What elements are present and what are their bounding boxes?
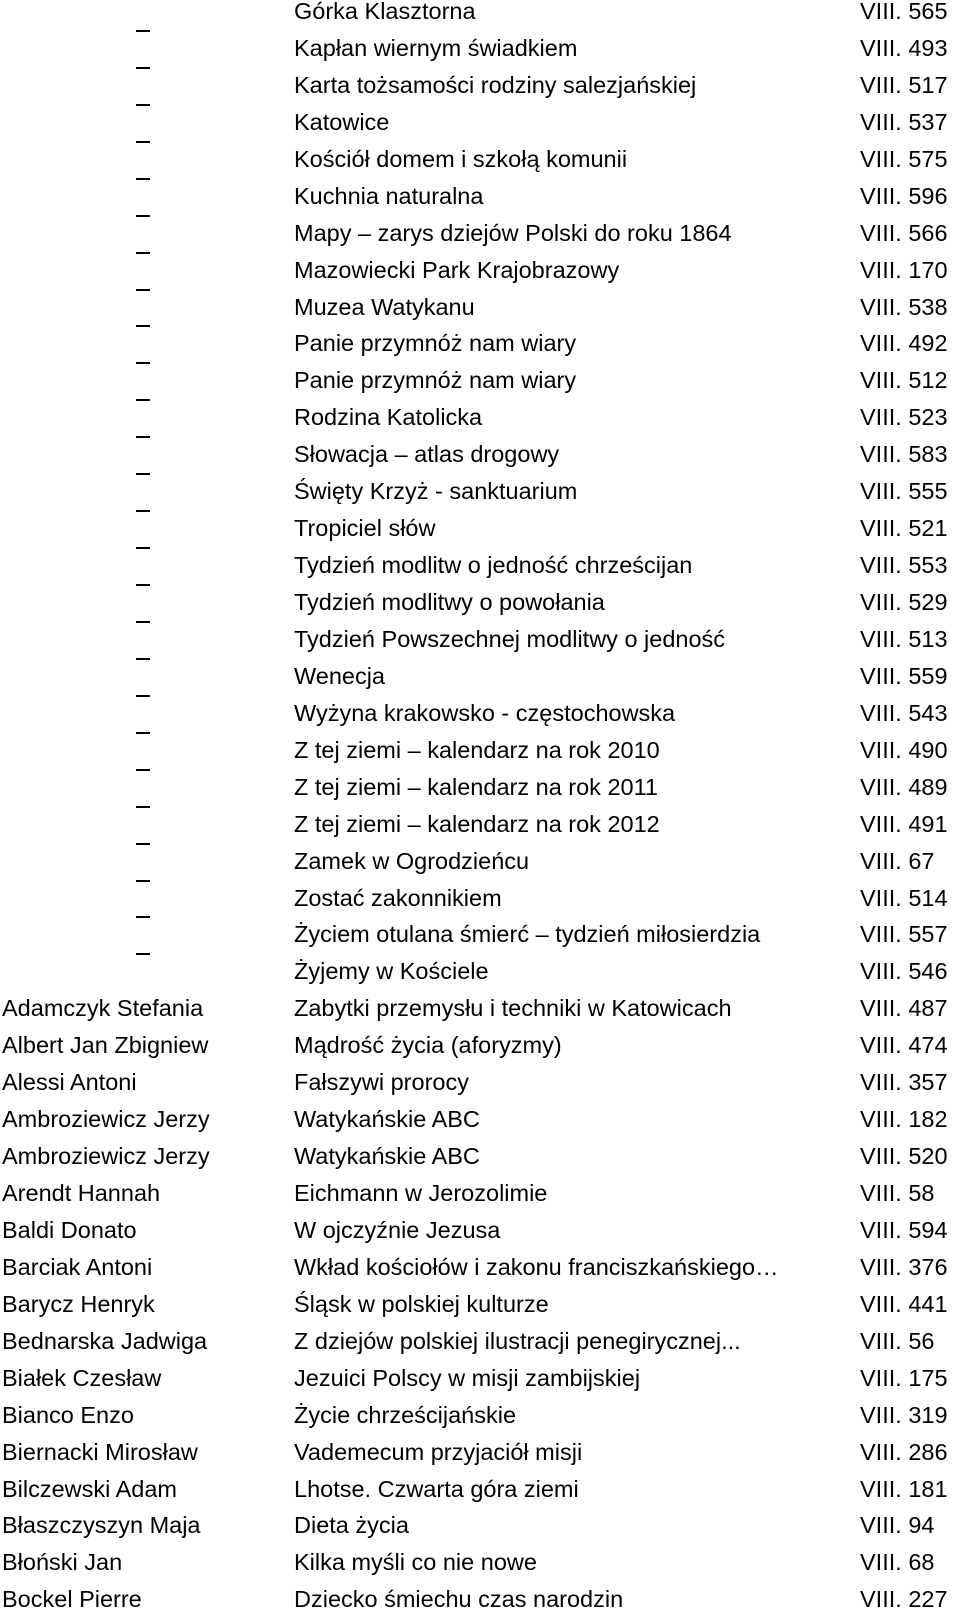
- catalog-entry: [0, 30, 960, 67]
- entry-title: Życiem otulana śmierć – tydzień miłosierdzia: [294, 921, 761, 948]
- same-author-dash: [136, 621, 150, 623]
- entry-title: Z tej ziemi – kalendarz na rok 2012: [294, 810, 660, 837]
- entry-shelf-ref: VIII. 529: [860, 589, 948, 615]
- catalog-entry: [0, 141, 960, 178]
- catalog-entry: [0, 1323, 960, 1360]
- catalog-entry: [0, 953, 960, 990]
- catalog-entry: [0, 1286, 960, 1323]
- catalog-entry: [0, 806, 960, 843]
- entry-shelf-ref: VIII. 170: [860, 256, 948, 283]
- same-author-dash: [136, 325, 150, 327]
- entry-title: Kuchnia naturalna: [294, 182, 484, 209]
- entry-shelf-ref: VIII. 56: [860, 1327, 935, 1354]
- same-author-dash: [136, 584, 150, 586]
- entry-shelf-ref: VIII. 357: [860, 1069, 948, 1096]
- entry-title: Tydzień modlitw o jedność chrześcijan: [294, 552, 693, 579]
- entry-title: Muzea Watykanu: [294, 293, 475, 320]
- entry-author: Biernacki Mirosław: [2, 1438, 198, 1465]
- catalog-entry: [0, 1249, 960, 1286]
- entry-author: Ambroziewicz Jerzy: [2, 1143, 210, 1170]
- same-author-dash: [136, 178, 150, 180]
- entry-title: Słowacja – atlas drogowy: [294, 441, 560, 468]
- entry-shelf-ref: VIII. 175: [860, 1364, 948, 1391]
- same-author-dash: [136, 289, 150, 291]
- entry-title: Wyżyna krakowsko - częstochowska: [294, 699, 676, 726]
- entry-author: Alessi Antoni: [2, 1069, 137, 1096]
- entry-shelf-ref: VIII. 492: [860, 330, 948, 357]
- catalog-entry: [0, 1064, 960, 1101]
- catalog-entry: [0, 658, 960, 695]
- entry-author: Adamczyk Stefania: [2, 995, 204, 1022]
- entry-shelf-ref: VIII. 557: [860, 921, 948, 948]
- entry-shelf-ref: VIII. 58: [860, 1180, 935, 1206]
- entry-title: Zabytki przemysłu i techniki w Katowicach: [294, 995, 732, 1022]
- catalog-entry: [0, 67, 960, 104]
- catalog-entry: [0, 178, 960, 215]
- catalog-entry: [0, 252, 960, 289]
- catalog-entry: [0, 1138, 960, 1175]
- entry-title: Śląsk w polskiej kulturze: [294, 1290, 549, 1317]
- catalog-entry: [0, 1397, 960, 1434]
- entry-shelf-ref: VIII. 523: [860, 404, 948, 431]
- catalog-entry: [0, 1471, 960, 1508]
- entry-title: Tydzień modlitwy o powołania: [294, 589, 605, 615]
- same-author-dash: [136, 252, 150, 254]
- entry-title: Mądrość życia (aforyzmy): [294, 1032, 562, 1059]
- catalog-entry: [0, 215, 960, 252]
- entry-shelf-ref: VIII. 575: [860, 145, 948, 172]
- entry-title: Żyjemy w Kościele: [294, 958, 489, 985]
- same-author-dash: [136, 67, 150, 69]
- entry-shelf-ref: VIII. 493: [860, 34, 948, 61]
- same-author-dash: [136, 732, 150, 734]
- entry-author: Barciak Antoni: [2, 1253, 153, 1280]
- entry-author: Ambroziewicz Jerzy: [2, 1106, 210, 1133]
- entry-shelf-ref: VIII. 543: [860, 699, 948, 726]
- entry-title: Katowice: [294, 108, 390, 135]
- catalog-entry: [0, 473, 960, 510]
- entry-shelf-ref: VIII. 181: [860, 1475, 948, 1502]
- entry-shelf-ref: VIII. 67: [860, 847, 935, 874]
- entry-shelf-ref: VIII. 537: [860, 108, 948, 135]
- catalog-entry: [0, 325, 960, 362]
- entry-author: Błoński Jan: [2, 1549, 123, 1576]
- entry-title: Wkład kościołów i zakonu franciszkańskiego…: [294, 1253, 779, 1280]
- entry-title: Dieta życia: [294, 1512, 409, 1539]
- entry-title: Zostać zakonnikiem: [294, 884, 502, 911]
- entry-title: W ojczyźnie Jezusa: [294, 1216, 501, 1243]
- same-author-dash: [136, 695, 150, 697]
- entry-shelf-ref: VIII. 490: [860, 736, 948, 763]
- entry-shelf-ref: VIII. 596: [860, 182, 948, 209]
- entry-title: Watykańskie ABC: [294, 1106, 480, 1133]
- catalog-entry: [0, 584, 960, 621]
- entry-author: Arendt Hannah: [2, 1180, 161, 1206]
- entry-shelf-ref: VIII. 566: [860, 219, 948, 246]
- catalog-entry: [0, 1507, 960, 1544]
- same-author-dash: [136, 916, 150, 918]
- entry-title: Lhotse. Czwarta góra ziemi: [294, 1475, 579, 1502]
- entry-title: Watykańskie ABC: [294, 1143, 480, 1170]
- same-author-dash: [136, 806, 150, 808]
- entry-title: Rodzina Katolicka: [294, 404, 483, 431]
- same-author-dash: [136, 953, 150, 955]
- catalog-entry: [0, 510, 960, 547]
- entry-title: Dziecko śmiechu czas narodzin: [294, 1586, 624, 1613]
- entry-title: Tropiciel słów: [294, 515, 436, 542]
- entry-title: Górka Klasztorna: [294, 0, 476, 24]
- entry-author: Baldi Donato: [2, 1216, 137, 1243]
- entry-shelf-ref: VIII. 521: [860, 515, 948, 542]
- same-author-dash: [136, 880, 150, 882]
- catalog-entry: [0, 399, 960, 436]
- entry-shelf-ref: VIII. 517: [860, 71, 948, 98]
- same-author-dash: [136, 436, 150, 438]
- entry-title: Życie chrześcijańskie: [294, 1401, 517, 1428]
- entry-shelf-ref: VIII. 513: [860, 625, 948, 652]
- entry-shelf-ref: VIII. 319: [860, 1401, 948, 1428]
- entry-title: Święty Krzyż - sanktuarium: [294, 478, 578, 505]
- entry-shelf-ref: VIII. 286: [860, 1438, 948, 1465]
- entry-title: Z dziejów polskiej ilustracji penegirycznej...: [294, 1327, 741, 1354]
- entry-shelf-ref: VIII. 553: [860, 552, 948, 579]
- catalog-entry: [0, 1027, 960, 1064]
- entry-shelf-ref: VIII. 546: [860, 958, 948, 985]
- catalog-entry: [0, 621, 960, 658]
- entry-shelf-ref: VIII. 594: [860, 1216, 948, 1243]
- entry-shelf-ref: VIII. 227: [860, 1586, 948, 1613]
- catalog-entry: [0, 547, 960, 584]
- entry-shelf-ref: VIII. 538: [860, 293, 948, 320]
- entry-shelf-ref: VIII. 474: [860, 1032, 948, 1059]
- catalog-entry: [0, 1544, 960, 1581]
- catalog-entry: [0, 769, 960, 806]
- catalog-entry: [0, 843, 960, 880]
- same-author-dash: [136, 362, 150, 364]
- catalog-entry: [0, 0, 960, 30]
- entry-title: Jezuici Polscy w misji zambijskiej: [294, 1364, 641, 1391]
- catalog-entry: [0, 104, 960, 141]
- entry-shelf-ref: VIII. 491: [860, 810, 948, 837]
- entry-title: Fałszywi prorocy: [294, 1069, 469, 1096]
- entry-shelf-ref: VIII. 520: [860, 1143, 948, 1170]
- same-author-dash: [136, 769, 150, 771]
- entry-author: Bockel Pierre: [2, 1586, 142, 1613]
- entry-author: Barycz Henryk: [2, 1290, 155, 1317]
- entry-shelf-ref: VIII. 565: [860, 0, 948, 24]
- entry-title: Tydzień Powszechnej modlitwy o jedność: [294, 625, 726, 652]
- same-author-dash: [136, 473, 150, 475]
- entry-shelf-ref: VIII. 182: [860, 1106, 948, 1133]
- entry-shelf-ref: VIII. 376: [860, 1253, 948, 1280]
- entry-title: Panie przymnóż nam wiary: [294, 330, 577, 357]
- entry-author: Błaszczyszyn Maja: [2, 1512, 201, 1539]
- entry-shelf-ref: VIII. 487: [860, 995, 948, 1022]
- entry-title: Mazowiecki Park Krajobrazowy: [294, 256, 620, 283]
- same-author-dash: [136, 104, 150, 106]
- catalog-entry: [0, 990, 960, 1027]
- same-author-dash: [136, 658, 150, 660]
- same-author-dash: [136, 30, 150, 32]
- catalog-entry: [0, 1101, 960, 1138]
- catalog-entry: [0, 362, 960, 399]
- catalog-entry: [0, 436, 960, 473]
- catalog-entry: [0, 695, 960, 732]
- entry-title: Wenecja: [294, 662, 386, 689]
- entry-author: Bednarska Jadwiga: [2, 1327, 208, 1354]
- catalog-entry: [0, 1360, 960, 1397]
- same-author-dash: [136, 215, 150, 217]
- entry-title: Kilka myśli co nie nowe: [294, 1549, 537, 1576]
- catalog-entry: [0, 289, 960, 326]
- entry-title: Panie przymnóż nam wiary: [294, 367, 577, 394]
- catalog-entry: [0, 1212, 960, 1249]
- entry-shelf-ref: VIII. 583: [860, 441, 948, 468]
- entry-author: Bianco Enzo: [2, 1401, 134, 1428]
- entry-title: Vademecum przyjaciół misji: [294, 1438, 583, 1465]
- entry-shelf-ref: VIII. 94: [860, 1512, 935, 1539]
- entry-title: Z tej ziemi – kalendarz na rok 2011: [294, 773, 658, 800]
- entry-title: Zamek w Ogrodzieńcu: [294, 847, 530, 874]
- entry-author: Bilczewski Adam: [2, 1475, 177, 1502]
- entry-shelf-ref: VIII. 514: [860, 884, 948, 911]
- same-author-dash: [136, 547, 150, 549]
- catalog-entry: [0, 732, 960, 769]
- entry-author: Białek Czesław: [2, 1364, 162, 1391]
- entry-title: Kościół domem i szkołą komunii: [294, 145, 628, 172]
- entry-shelf-ref: VIII. 512: [860, 367, 948, 394]
- same-author-dash: [136, 510, 150, 512]
- entry-shelf-ref: VIII. 489: [860, 773, 948, 800]
- entry-title: Kapłan wiernym świadkiem: [294, 34, 578, 61]
- catalog-entry: [0, 1581, 960, 1618]
- entry-author: Albert Jan Zbigniew: [2, 1032, 209, 1059]
- entry-shelf-ref: VIII. 441: [860, 1290, 948, 1317]
- catalog-entry: [0, 1434, 960, 1471]
- catalog-entry: [0, 1175, 960, 1212]
- catalog-entry: [0, 880, 960, 917]
- catalog-entry: [0, 916, 960, 953]
- entry-title: Karta tożsamości rodziny salezjańskiej: [294, 71, 697, 98]
- same-author-dash: [136, 141, 150, 143]
- entry-shelf-ref: VIII. 555: [860, 478, 948, 505]
- entry-title: Mapy – zarys dziejów Polski do roku 1864: [294, 219, 732, 246]
- entry-title: Z tej ziemi – kalendarz na rok 2010: [294, 736, 660, 763]
- same-author-dash: [136, 843, 150, 845]
- same-author-dash: [136, 399, 150, 401]
- entry-shelf-ref: VIII. 68: [860, 1549, 935, 1576]
- entry-title: Eichmann w Jerozolimie: [294, 1180, 548, 1206]
- entry-shelf-ref: VIII. 559: [860, 662, 948, 689]
